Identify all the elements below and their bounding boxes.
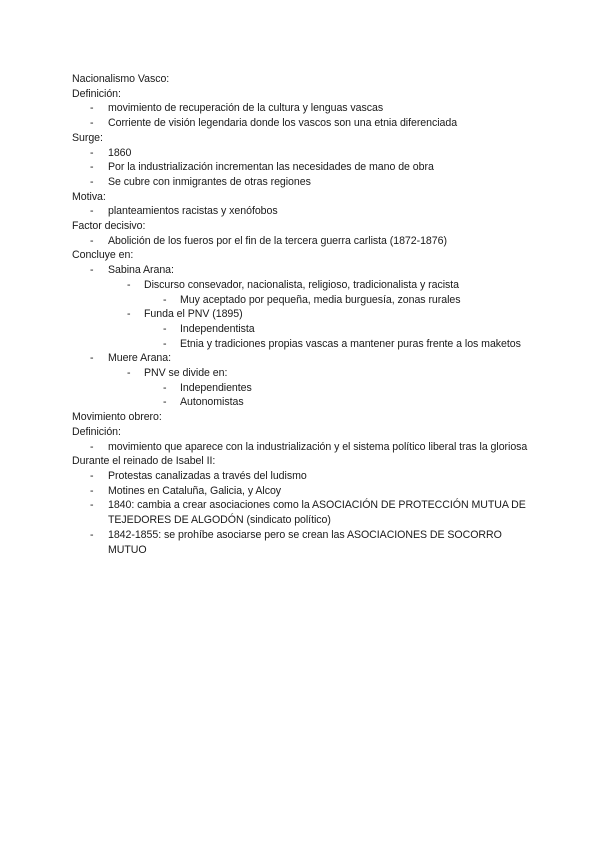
item-text: Muy aceptado por pequeña, media burguesía, zonas rurales bbox=[180, 293, 461, 306]
item-text: Corriente de visión legendaria donde los vascos son una etnia diferenciada bbox=[108, 117, 458, 130]
bullet-dash: - bbox=[90, 102, 94, 115]
list-item bbox=[72, 528, 532, 557]
item-text: Sabina Arana: bbox=[108, 264, 174, 277]
list-item bbox=[72, 307, 532, 322]
heading-definicion: Definición: bbox=[72, 87, 121, 100]
heading-factor-decisivo: Factor decisivo: bbox=[72, 220, 146, 233]
bullet-dash: - bbox=[90, 484, 94, 497]
item-text: Protestas canalizadas a través del ludismo bbox=[108, 469, 307, 482]
item-text: planteamientos racistas y xenófobos bbox=[108, 205, 278, 218]
item-text: Muere Arana: bbox=[108, 352, 171, 365]
bullet-dash: - bbox=[90, 440, 94, 453]
item-text: Independentista bbox=[180, 322, 255, 335]
bullet-dash: - bbox=[90, 499, 94, 512]
bullet-dash: - bbox=[163, 322, 167, 335]
list-item bbox=[72, 337, 532, 352]
item-text: 1842-1855: se prohíbe asociarse pero se crean las ASOCIACIONES DE SOCORRO MUTUO bbox=[108, 528, 502, 556]
item-text: Abolición de los fueros por el fin de la tercera guerra carlista (1872-1876) bbox=[108, 234, 447, 247]
document-page bbox=[72, 72, 532, 557]
list-item bbox=[72, 322, 532, 337]
list-item bbox=[72, 263, 532, 278]
item-text: PNV se divide en: bbox=[144, 367, 228, 380]
bullet-dash: - bbox=[90, 146, 94, 159]
bullet-dash: - bbox=[127, 367, 131, 380]
item-text: Independientes bbox=[180, 381, 252, 394]
list-item bbox=[72, 484, 532, 499]
bullet-dash: - bbox=[163, 293, 167, 306]
item-text: Motines en Cataluña, Galicia, y Alcoy bbox=[108, 484, 282, 497]
item-text: movimiento que aparece con la industrialización y el sistema político liberal tras la gloriosa bbox=[108, 440, 528, 453]
section-title-nacionalismo: Nacionalismo Vasco: bbox=[72, 73, 170, 85]
item-text: Autonomistas bbox=[180, 396, 244, 409]
list-item bbox=[72, 204, 532, 219]
list-item bbox=[72, 351, 532, 366]
bullet-dash: - bbox=[90, 175, 94, 188]
heading-reinado-isabel: Durante el reinado de Isabel II: bbox=[72, 455, 216, 468]
list-item bbox=[72, 293, 532, 308]
heading-concluye: Concluye en: bbox=[72, 249, 134, 262]
list-item bbox=[72, 440, 532, 455]
item-text: Etnia y tradiciones propias vascas a mantener puras frente a los maketos bbox=[180, 337, 521, 350]
list-item bbox=[72, 146, 532, 161]
list-item bbox=[72, 381, 532, 396]
bullet-dash: - bbox=[90, 234, 94, 247]
item-text: Por la industrialización incrementan las necesidades de mano de obra bbox=[108, 161, 434, 174]
list-item bbox=[72, 366, 532, 381]
bullet-dash: - bbox=[127, 278, 131, 291]
bullet-dash: - bbox=[90, 352, 94, 365]
item-text: movimiento de recuperación de la cultura y lenguas vascas bbox=[108, 102, 384, 115]
list-item bbox=[72, 175, 532, 190]
list-item bbox=[72, 116, 532, 131]
bullet-dash: - bbox=[90, 528, 94, 541]
list-item bbox=[72, 160, 532, 175]
list-item bbox=[72, 278, 532, 293]
heading-surge: Surge: bbox=[72, 131, 103, 144]
bullet-dash: - bbox=[90, 264, 94, 277]
list-item bbox=[72, 469, 532, 484]
list-item bbox=[72, 498, 532, 527]
bullet-dash: - bbox=[90, 205, 94, 218]
item-text: Discurso consevador, nacionalista, religioso, tradicionalista y racista bbox=[144, 278, 460, 291]
item-text: 1840: cambia a crear asociaciones como la ASOCIACIÓN DE PROTECCIÓN MUTUA DE TEJEDORES DE ALGODÓN (sindicato político) bbox=[108, 499, 526, 527]
bullet-dash: - bbox=[90, 117, 94, 130]
section-title-movimiento-obrero: Movimiento obrero: bbox=[72, 411, 162, 424]
list-item bbox=[72, 234, 532, 249]
bullet-dash: - bbox=[163, 381, 167, 394]
bullet-dash: - bbox=[127, 308, 131, 321]
item-text: Funda el PNV (1895) bbox=[144, 308, 243, 321]
heading-motiva: Motiva: bbox=[72, 190, 106, 203]
bullet-dash: - bbox=[163, 337, 167, 350]
item-text: Se cubre con inmigrantes de otras regiones bbox=[108, 175, 311, 188]
heading-definicion-obrero: Definición: bbox=[72, 425, 121, 438]
item-text: 1860 bbox=[108, 146, 132, 159]
bullet-dash: - bbox=[90, 161, 94, 174]
list-item bbox=[72, 101, 532, 116]
bullet-dash: - bbox=[90, 469, 94, 482]
list-item bbox=[72, 395, 532, 410]
bullet-dash: - bbox=[163, 396, 167, 409]
